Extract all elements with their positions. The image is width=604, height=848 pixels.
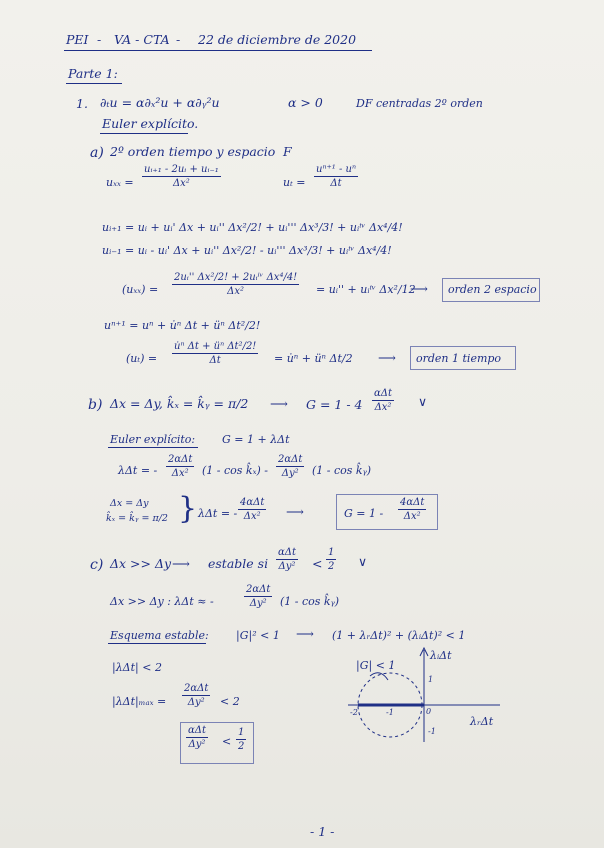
stability-region-ineq: (1 + λᵣΔt)² + (λᵢΔt)² < 1 <box>332 629 466 642</box>
scheme-stable-label: Esquema estable: <box>110 629 209 642</box>
result-g-denominator: Δx² <box>403 511 421 522</box>
final-half-numerator: 1 <box>238 727 245 738</box>
ut-expansion-result: = u̇ⁿ + üⁿ Δt/2 <box>274 352 353 365</box>
half-numerator: 1 <box>328 547 335 558</box>
scheme-name: Euler explícito. <box>102 116 199 131</box>
lambda2-lhs: λΔt = - <box>198 507 238 520</box>
g-value-numerator: αΔt <box>374 388 392 399</box>
pde-equation: ∂ₜu = α∂ₓ²u + α∂ᵧ²u <box>100 95 220 110</box>
plot-y-label: λᵢΔt <box>430 649 452 662</box>
header-sep: - <box>97 32 102 47</box>
g-value-denominator: Δx² <box>374 402 392 413</box>
header-sep: - <box>176 32 181 47</box>
arrow-icon: ⟶ <box>172 556 190 571</box>
stable-label: estable si <box>208 556 269 571</box>
arrow-icon: ⟶ <box>378 350 396 365</box>
check-mark-icon: ∨ <box>418 394 428 409</box>
ut-expansion-denominator: Δt <box>209 355 221 366</box>
final-numerator: αΔt <box>188 725 206 736</box>
lambda2-numerator: 4αΔt <box>240 497 265 508</box>
uxx-expansion-denominator: Δx² <box>227 286 245 297</box>
arrow-icon: ⟶ <box>296 626 314 641</box>
g-euler: G = 1 + λΔt <box>222 433 290 446</box>
abs-max-denominator: Δy² <box>187 697 205 708</box>
lambda-end: (1 - cos k̂ᵧ) <box>312 464 372 477</box>
less-than: < <box>312 556 323 571</box>
ut-numerator: uⁿ⁺¹ - uⁿ <box>316 164 357 175</box>
plot-tick-minus2: -2 <box>350 708 358 717</box>
ut-lhs: uₜ = <box>283 176 306 189</box>
uxx-lhs: uₓₓ = <box>106 176 134 189</box>
lambda-c-end: (1 - cos k̂ᵧ) <box>280 595 340 608</box>
abs-lambda-ineq: |λΔt| < 2 <box>112 661 162 674</box>
item-a-label: a) <box>90 145 104 161</box>
plot-tick-minus1: -1 <box>386 708 394 717</box>
lambda-numerator-x: 2αΔt <box>168 454 193 465</box>
arrow-icon: ⟶ <box>286 504 304 519</box>
item-c-label: c) <box>90 557 104 573</box>
item-c-condition: Δx >> Δy <box>110 556 172 571</box>
arrow-icon: ⟶ <box>270 396 288 411</box>
abs-max-numerator: 2αΔt <box>184 683 209 694</box>
header-course: PEI <box>66 32 89 47</box>
abs-max-lt: < 2 <box>220 695 240 708</box>
arrow-icon: ⟶ <box>410 281 428 296</box>
alpha-condition: α > 0 <box>288 95 323 110</box>
stability-denominator: Δy² <box>278 561 296 572</box>
brace-icon: } <box>178 491 198 526</box>
final-half-denominator: 2 <box>238 741 245 752</box>
item-b-condition: Δx = Δy, k̂ₓ = k̂ᵧ = π/2 <box>110 396 249 411</box>
uxx-expansion-numerator: 2uᵢ'' Δx²/2! + 2uᵢⁱᵛ Δx⁴/4! <box>174 272 298 283</box>
ut-denominator: Δt <box>330 178 342 189</box>
lambda-numerator-y: 2αΔt <box>278 454 303 465</box>
problem-number: 1. <box>76 96 88 111</box>
section-title: Parte 1: <box>68 66 118 81</box>
abs-lambda-max: |λΔt|ₘₐₓ = <box>112 695 167 708</box>
item-a-f: F <box>283 144 292 159</box>
half-denominator: 2 <box>328 561 335 572</box>
page-number: - 1 - <box>310 824 335 839</box>
final-denominator: Δy² <box>188 739 206 750</box>
uxx-numerator: uᵢ₊₁ - 2uᵢ + uᵢ₋₁ <box>144 164 219 175</box>
taylor-minus: uᵢ₋₁ = uᵢ - uᵢ' Δx + uᵢ'' Δx²/2! - uᵢ''' Δx³/3! + uᵢⁱᵛ Δx⁴/4! <box>102 244 392 257</box>
ut-expansion-numerator: u̇ⁿ Δt + üⁿ Δt²/2! <box>174 341 257 352</box>
final-lt: < <box>222 735 232 748</box>
lambda-c-lhs: Δx >> Δy : λΔt ≈ - <box>110 595 214 608</box>
plot-g-label: |G| < 1 <box>356 659 396 672</box>
lambda-middle: (1 - cos k̂ₓ) - <box>202 464 268 477</box>
ut-expansion-lhs: (uₜ) = <box>126 352 158 365</box>
lambda-c-numerator: 2αΔt <box>246 584 271 595</box>
lambda-denominator-x: Δx² <box>171 468 189 479</box>
lambda2-denominator: Δx² <box>243 511 261 522</box>
plot-tick-zero: 0 <box>426 707 432 716</box>
order-time-label: orden 1 tiempo <box>416 352 502 365</box>
uxx-expansion-result: = uᵢ'' + uᵢⁱᵛ Δx²/12 <box>316 283 416 296</box>
taylor-plus: uᵢ₊₁ = uᵢ + uᵢ' Δx + uᵢ'' Δx²/2! + uᵢ''' Δx³/3! + uᵢⁱᵛ Δx⁴/4! <box>102 221 403 234</box>
brace-bottom: k̂ₓ = k̂ᵧ = π/2 <box>106 513 168 524</box>
stability-numerator: αΔt <box>278 547 296 558</box>
pointer-arrow-icon <box>370 673 388 680</box>
order-space-label: orden 2 espacio <box>448 283 537 296</box>
brace-top: Δx = Δy <box>110 498 149 509</box>
time-taylor: uⁿ⁺¹ = uⁿ + u̇ⁿ Δt + üⁿ Δt²/2! <box>104 319 261 332</box>
lambda-c-denominator: Δy² <box>249 598 267 609</box>
plot-tick-1: 1 <box>428 675 434 684</box>
plot-tick-minus-i1: -1 <box>428 727 436 736</box>
header-group: VA - CTA <box>114 32 170 47</box>
method-note: DF centradas 2º orden <box>356 97 483 110</box>
g-squared-ineq: |G|² < 1 <box>236 629 280 642</box>
result-g-numerator: 4αΔt <box>400 497 425 508</box>
uxx-denominator: Δx² <box>172 178 190 189</box>
check-mark-icon: ∨ <box>358 554 368 569</box>
lambda-denominator-y: Δy² <box>281 468 299 479</box>
header-date: 22 de diciembre de 2020 <box>198 32 357 47</box>
uxx-expansion-lhs: (uₓₓ) = <box>122 283 159 296</box>
item-a-title: 2º orden tiempo y espacio <box>110 144 276 159</box>
item-b-label: b) <box>88 397 103 413</box>
g-value-lhs: G = 1 - 4 <box>306 397 363 412</box>
result-g-lhs: G = 1 - <box>344 507 384 520</box>
lambda-lhs: λΔt = - <box>118 464 158 477</box>
plot-x-label: λᵣΔt <box>470 715 494 728</box>
euler-label: Euler explícito: <box>110 433 196 446</box>
